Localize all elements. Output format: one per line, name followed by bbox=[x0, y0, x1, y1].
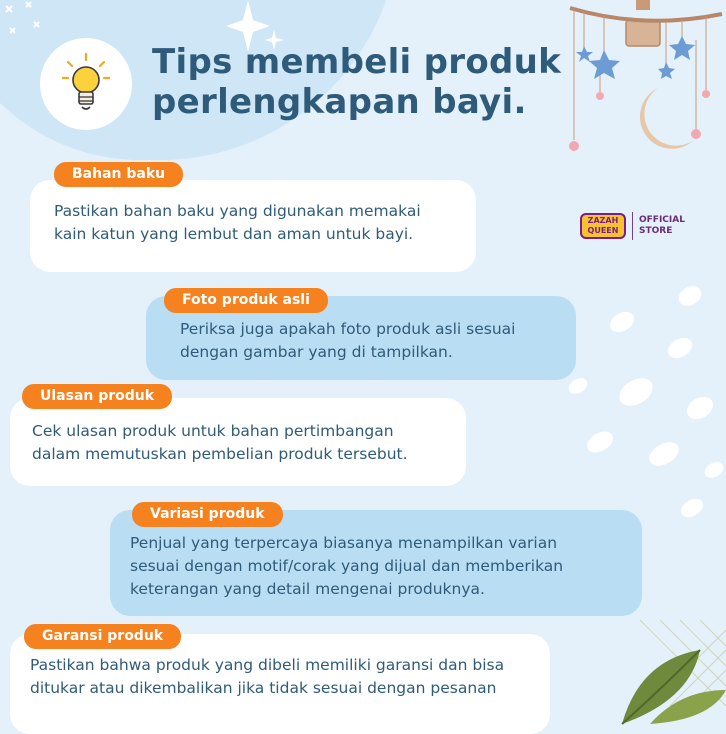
tip-text-line-2: kain katun yang lembut dan aman untuk bayi. bbox=[54, 225, 414, 243]
brand-badge-line-2: QUEEN bbox=[587, 226, 619, 235]
tip-text-line-1: Pastikan bahwa produk yang dibeli memiliki garansi dan bisa bbox=[30, 656, 505, 674]
leaf-decoration bbox=[620, 620, 726, 726]
brand-badge-line-1: ZAZAH bbox=[587, 216, 619, 225]
lightbulb-icon bbox=[62, 52, 110, 114]
tip-text-line-1: Periksa juga apakah foto produk asli sesuai bbox=[180, 320, 516, 338]
dots-decoration bbox=[560, 282, 726, 522]
page-title bbox=[152, 42, 561, 122]
tip-tag-bahan-baku: Bahan baku bbox=[54, 162, 183, 187]
title-line-1: Tips membeli produk bbox=[152, 42, 562, 82]
tip-tag-foto-produk: Foto produk asli bbox=[164, 288, 328, 313]
tip-tag-ulasan-produk: Ulasan produk bbox=[22, 384, 172, 409]
tip-tag-garansi-produk: Garansi produk bbox=[24, 624, 181, 649]
tip-tag-variasi-produk: Variasi produk bbox=[132, 502, 283, 527]
tip-text-line-2: sesuai dengan motif/corak yang dijual dan memberikan bbox=[130, 557, 564, 575]
title-line-2: perlengkapan bayi. bbox=[152, 82, 527, 122]
tip-text-line-2: dengan gambar yang di tampilkan. bbox=[180, 343, 453, 361]
tip-text-line-3: keterangan yang detail mengenai produknya. bbox=[130, 580, 485, 598]
brand-label-line-1: OFFICIAL bbox=[639, 215, 685, 225]
tip-text-line-1: Pastikan bahan baku yang digunakan memakai bbox=[54, 202, 421, 220]
tip-text-line-2: ditukar atau dikembalikan jika tidak sesuai dengan pesanan bbox=[30, 679, 497, 697]
logo-divider bbox=[632, 212, 633, 240]
brand-badge bbox=[580, 213, 626, 239]
sparkle-dots bbox=[0, 0, 50, 50]
tip-card-garansi-produk bbox=[10, 634, 550, 734]
tip-text-line-1: Penjual yang terpercaya biasanya menampilkan varian bbox=[130, 534, 558, 552]
tip-card-bahan-baku bbox=[30, 180, 476, 272]
brand-label-line-2: STORE bbox=[639, 226, 673, 236]
tip-text-line-1: Cek ulasan produk untuk bahan pertimbangan bbox=[32, 422, 394, 440]
tip-text-line-2: dalam memutuskan pembelian produk tersebut. bbox=[32, 445, 408, 463]
brand-logo bbox=[580, 212, 685, 240]
brand-label bbox=[639, 215, 685, 237]
baby-mobile-decoration bbox=[566, 0, 726, 160]
tip-card-ulasan-produk bbox=[10, 398, 466, 486]
lightbulb-badge bbox=[40, 38, 132, 130]
